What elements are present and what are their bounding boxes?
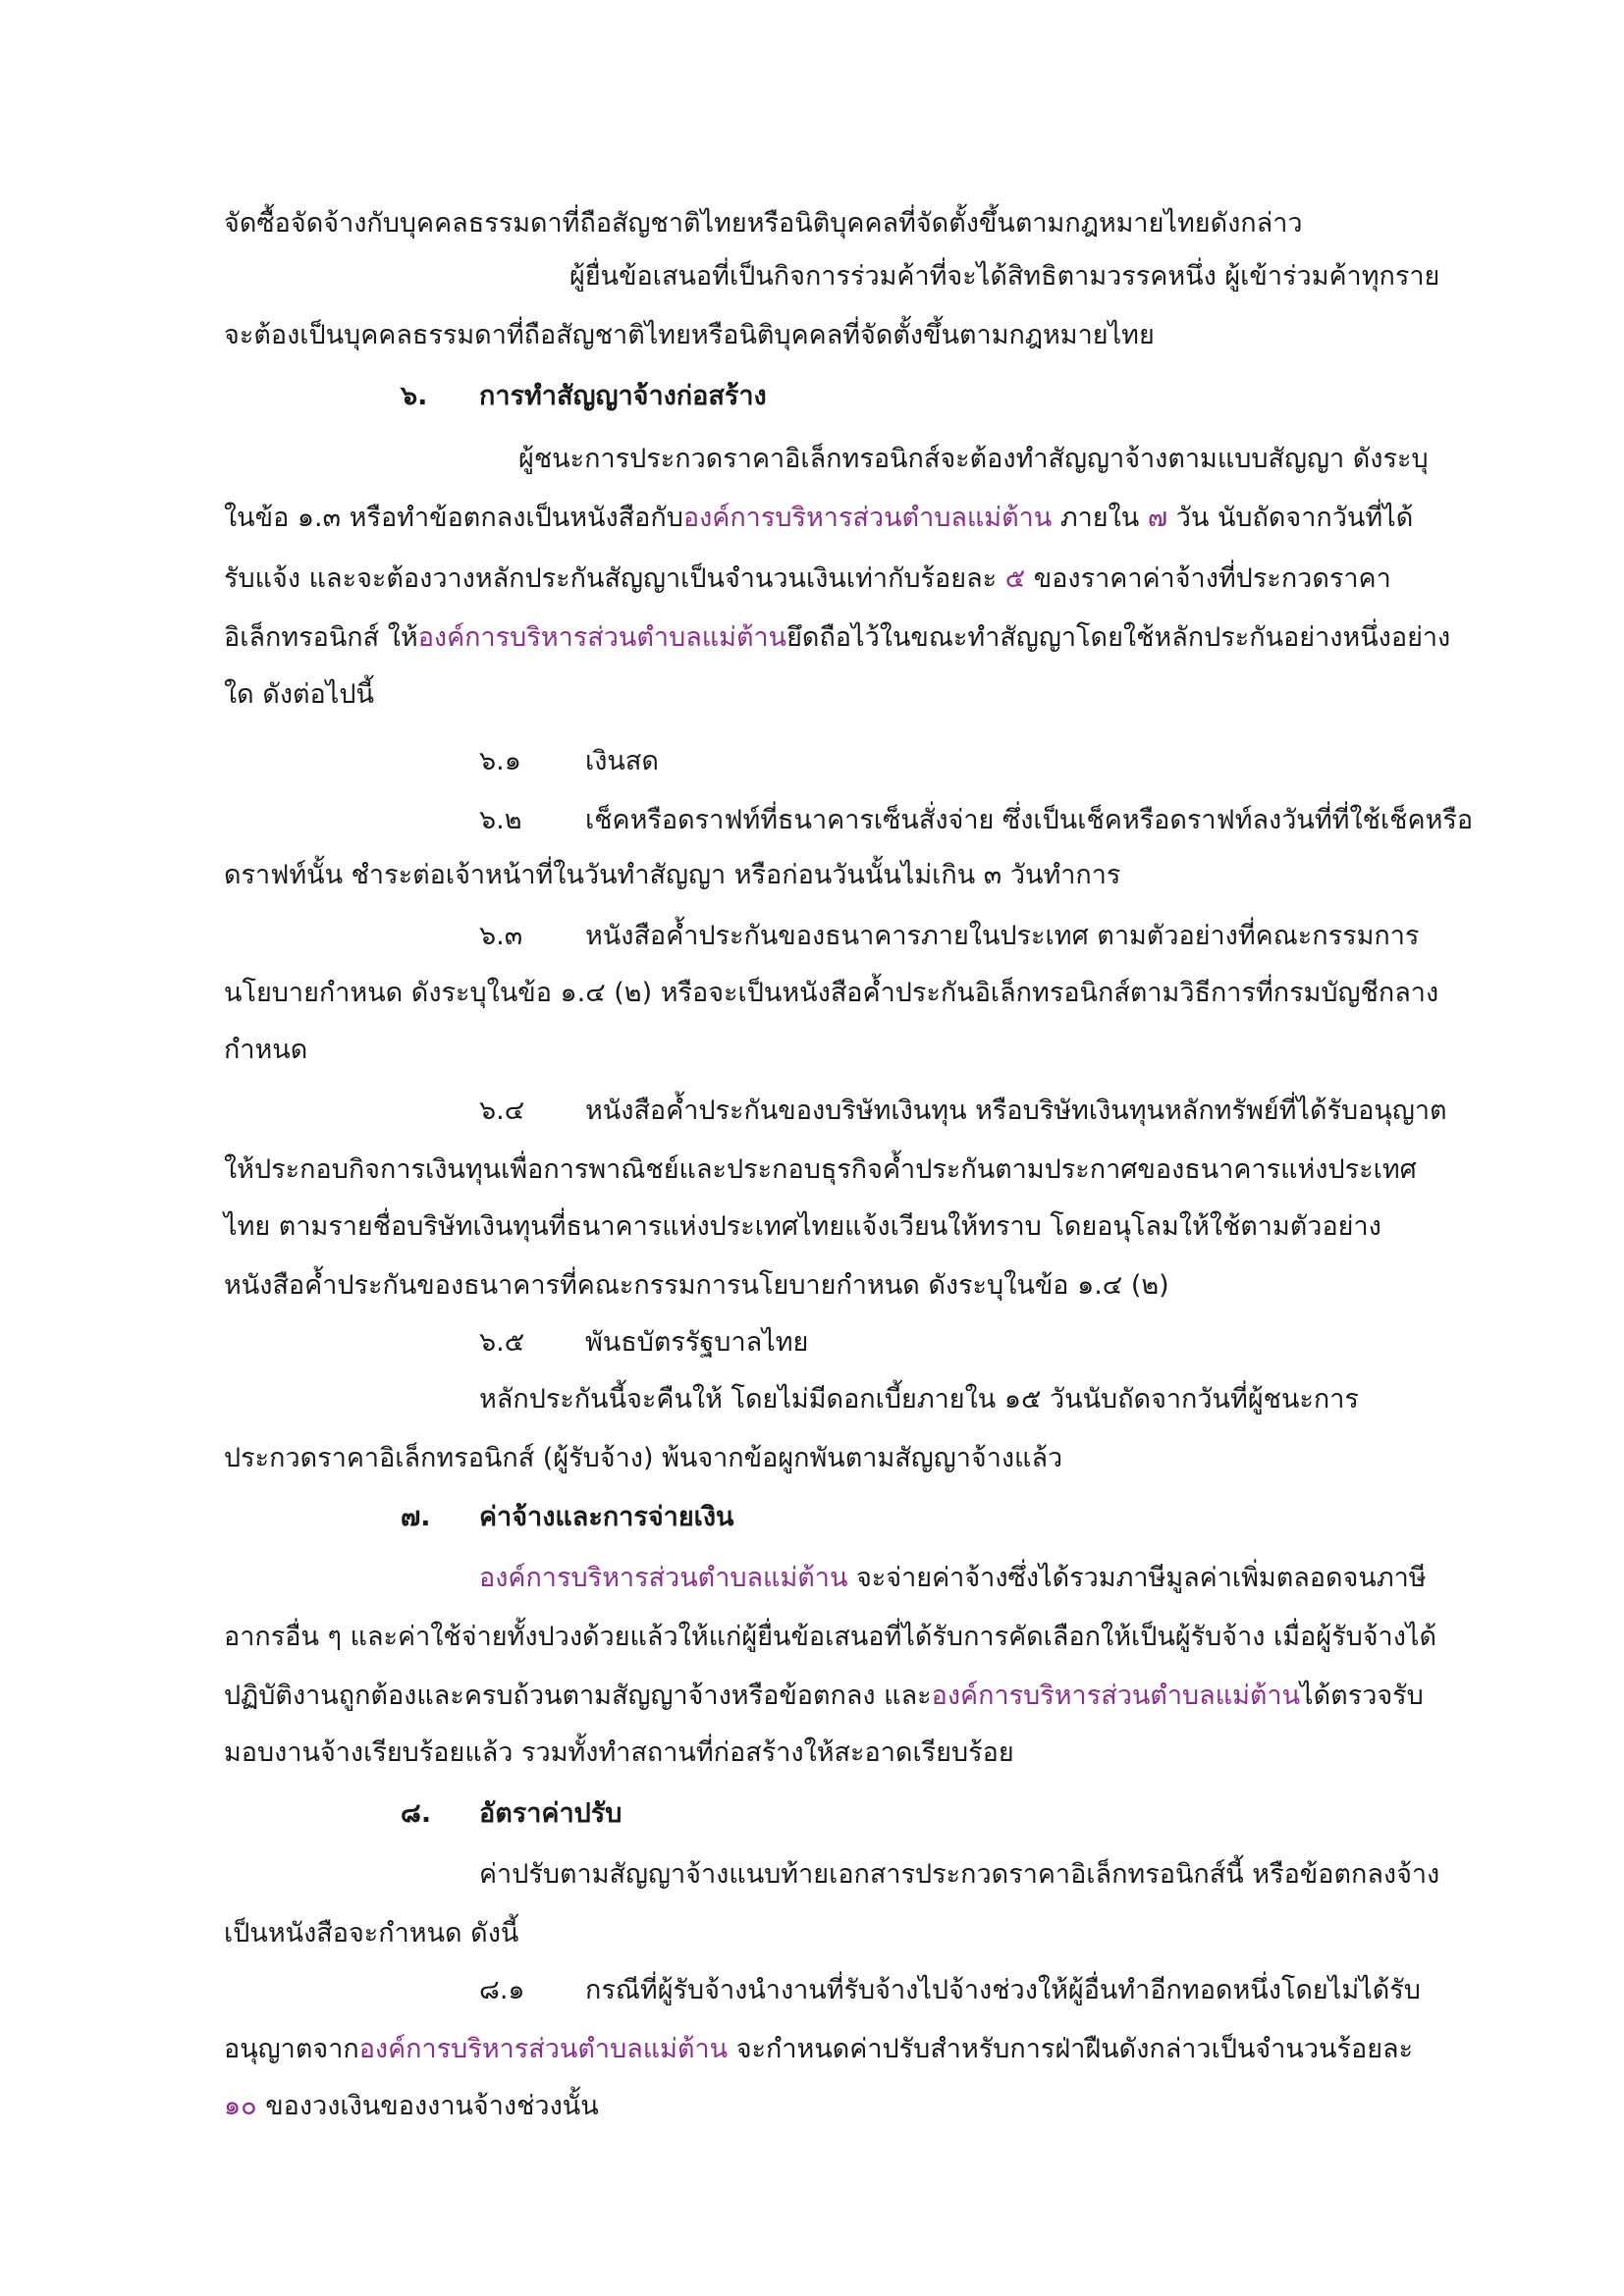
text-run: ของราคาค่าจ้างที่ประกวดราคา xyxy=(1025,563,1391,594)
text-run: จะกำหนดค่าปรับสำหรับการฝ่าฝืนดังกล่าวเป็นจำนวนร้อยละ xyxy=(728,2034,1414,2064)
org-name: องค์การบริหารส่วนตำบลแม่ต้าน xyxy=(931,1681,1301,1711)
org-name: องค์การบริหารส่วนตำบลแม่ต้าน xyxy=(417,622,787,653)
paragraph-line: หลักประกันนี้จะคืนให้ โดยไม่มีดอกเบี้ยภายใน ๑๕ วันนับถัดจากวันที่ผู้ชนะการ xyxy=(479,1384,1359,1415)
paragraph-line: ผู้ชนะการประกวดราคาอิเล็กทรอนิกส์จะต้องทำสัญญาจ้างตามแบบสัญญา ดังระบุ xyxy=(518,444,1429,474)
text-run: ในข้อ ๑.๓ หรือทำข้อตกลงเป็นหนังสือกับ xyxy=(224,503,683,533)
item-number: ๖.๒ xyxy=(479,805,522,835)
text-run: อนุญาตจาก xyxy=(224,2034,359,2064)
section-number: ๖. xyxy=(401,381,428,411)
item-text: เงินสด xyxy=(585,746,659,776)
paragraph-line: ค่าปรับตามสัญญาจ้างแนบท้ายเอกสารประกวดราคาอิเล็กทรอนิกส์นี้ หรือข้อตกลงจ้าง xyxy=(479,1859,1440,1890)
text-run: ภายใน xyxy=(1052,503,1148,533)
section-number: ๘. xyxy=(401,1798,432,1829)
paragraph-line: ใด ดังต่อไปนี้ xyxy=(224,679,374,710)
org-name: องค์การบริหารส่วนตำบลแม่ต้าน xyxy=(358,2034,729,2064)
text-run: ของวงเงินของงานจ้างช่วงนั้น xyxy=(256,2091,599,2121)
list-item xyxy=(479,1971,1421,2010)
item-text: พันธบัตรรัฐบาลไทย xyxy=(585,1327,809,1358)
item-text: กรณีที่ผู้รับจ้างนำงานที่รับจ้างไปจ้างช่วงให้ผู้อื่นทำอีกทอดหนึ่งโดยไม่ได้รับ xyxy=(585,1975,1421,2005)
paragraph-line xyxy=(224,499,1413,538)
item-number: ๖.๕ xyxy=(479,1327,525,1358)
item-number: ๖.๑ xyxy=(479,746,521,776)
paragraph-line: หนังสือค้ำประกันของธนาคารที่คณะกรรมการนโยบายกำหนด ดังระบุในข้อ ๑.๔ (๒) xyxy=(224,1270,1169,1301)
paragraph-line xyxy=(224,2030,1413,2069)
paragraph-line xyxy=(224,618,1450,658)
org-name: องค์การบริหารส่วนตำบลแม่ต้าน xyxy=(479,1563,848,1593)
list-item xyxy=(479,1323,808,1362)
list-item xyxy=(479,801,1473,840)
item-number: ๖.๓ xyxy=(479,921,523,951)
list-item xyxy=(479,917,1419,956)
percent-value: ๑๐ xyxy=(224,2091,257,2121)
paragraph-line xyxy=(224,2087,599,2126)
text-run: วัน นับถัดจากวันที่ได้ xyxy=(1167,503,1414,533)
item-number: ๖.๔ xyxy=(479,1095,525,1126)
item-text: เช็คหรือดราฟท์ที่ธนาคารเซ็นสั่งจ่าย ซึ่งเป็นเช็คหรือดราฟท์ลงวันที่ที่ใช้เช็คหรือ xyxy=(585,805,1474,835)
paragraph-line: ประกวดราคาอิเล็กทรอนิกส์ (ผู้รับจ้าง) พ้นจากข้อผูกพันตามสัญญาจ้างแล้ว xyxy=(224,1443,1063,1473)
paragraph-line: ผู้ยื่นข้อเสนอที่เป็นกิจการร่วมค้าที่จะได้สิทธิตามวรรคหนึ่ง ผู้เข้าร่วมค้าทุกราย xyxy=(569,261,1440,292)
section-title: ค่าจ้างและการจ่ายเงิน xyxy=(479,1502,734,1532)
paragraph-line xyxy=(224,1677,1424,1716)
paragraph-line: อากรอื่น ๆ และค่าใช้จ่ายทั้งปวงด้วยแล้วให้แก่ผู้ยื่นข้อเสนอที่ได้รับการคัดเลือกให้เป็นผู้รับจ้าง เมื่อผู้รับจ้างได้ xyxy=(224,1622,1437,1652)
text-run: จะจ่ายค่าจ้างซึ่งได้รวมภาษีมูลค่าเพิ่มตลอดจนภาษี xyxy=(847,1563,1427,1593)
section-title: การทำสัญญาจ้างก่อสร้าง xyxy=(479,381,767,411)
paragraph-line: ไทย ตามรายชื่อบริษัทเงินทุนที่ธนาคารแห่งประเทศไทยแจ้งเวียนให้ทราบ โดยอนุโลมให้ใช้ตามตัวอย่าง xyxy=(224,1211,1381,1242)
paragraph-line: จัดซื้อจัดจ้างกับบุคคลธรรมดาที่ถือสัญชาติไทยหรือนิติบุคคลที่จัดตั้งขึ้นตามกฎหมายไทยดังกล่าว xyxy=(224,208,1303,239)
list-item xyxy=(479,742,659,781)
section-7-heading xyxy=(401,1498,734,1537)
org-name: องค์การบริหารส่วนตำบลแม่ต้าน xyxy=(682,503,1053,533)
paragraph-line xyxy=(479,1559,1427,1598)
paragraph-line: กำหนด xyxy=(224,1035,308,1065)
text-run: ปฏิบัติงานถูกต้องและครบถ้วนตามสัญญาจ้างหรือข้อตกลง และ xyxy=(224,1681,932,1711)
section-6-heading xyxy=(401,377,767,416)
text-run: รับแจ้ง และจะต้องวางหลักประกันสัญญาเป็นจำนวนเงินเท่ากับร้อยละ xyxy=(224,563,1005,594)
paragraph-line: เป็นหนังสือจะกำหนด ดังนี้ xyxy=(224,1918,519,1949)
section-title: อัตราค่าปรับ xyxy=(479,1798,623,1829)
paragraph-line xyxy=(224,560,1391,599)
paragraph-line: ให้ประกอบกิจการเงินทุนเพื่อการพาณิชย์และประกอบธุรกิจค้ำประกันตามประกาศของธนาคารแห่งประเทศ xyxy=(224,1154,1417,1185)
paragraph-line: ดราฟท์นั้น ชำระต่อเจ้าหน้าที่ในวันทำสัญญา หรือก่อนวันนั้นไม่เกิน ๓ วันทำการ xyxy=(224,860,1121,890)
text-run: ได้ตรวจรับ xyxy=(1300,1681,1424,1711)
paragraph-line: นโยบายกำหนด ดังระบุในข้อ ๑.๔ (๒) หรือจะเป็นหนังสือค้ำประกันอิเล็กทรอนิกส์ตามวิธีการที่กรมบัญชีกลาง xyxy=(224,978,1439,1008)
list-item xyxy=(479,1092,1447,1131)
paragraph-line: จะต้องเป็นบุคคลธรรมดาที่ถือสัญชาติไทยหรือนิติบุคคลที่จัดตั้งขึ้นตามกฎหมายไทย xyxy=(224,320,1155,350)
paragraph-line: มอบงานจ้างเรียบร้อยแล้ว รวมทั้งทำสถานที่ก่อสร้างให้สะอาดเรียบร้อย xyxy=(224,1737,1014,1768)
days-value: ๗ xyxy=(1147,503,1168,533)
text-run: อิเล็กทรอนิกส์ ให้ xyxy=(224,622,418,653)
section-8-heading xyxy=(401,1794,622,1834)
item-text: หนังสือค้ำประกันของธนาคารภายในประเทศ ตามตัวอย่างที่คณะกรรมการ xyxy=(585,921,1420,951)
item-text: หนังสือค้ำประกันของบริษัทเงินทุน หรือบริษัทเงินทุนหลักทรัพย์ที่ได้รับอนุญาต xyxy=(585,1095,1447,1126)
text-run: ยึดถือไว้ในขณะทำสัญญาโดยใช้หลักประกันอย่างหนึ่งอย่าง xyxy=(786,622,1451,653)
section-number: ๗. xyxy=(401,1502,431,1532)
item-number: ๘.๑ xyxy=(479,1975,525,2005)
percent-value: ๕ xyxy=(1004,563,1026,594)
